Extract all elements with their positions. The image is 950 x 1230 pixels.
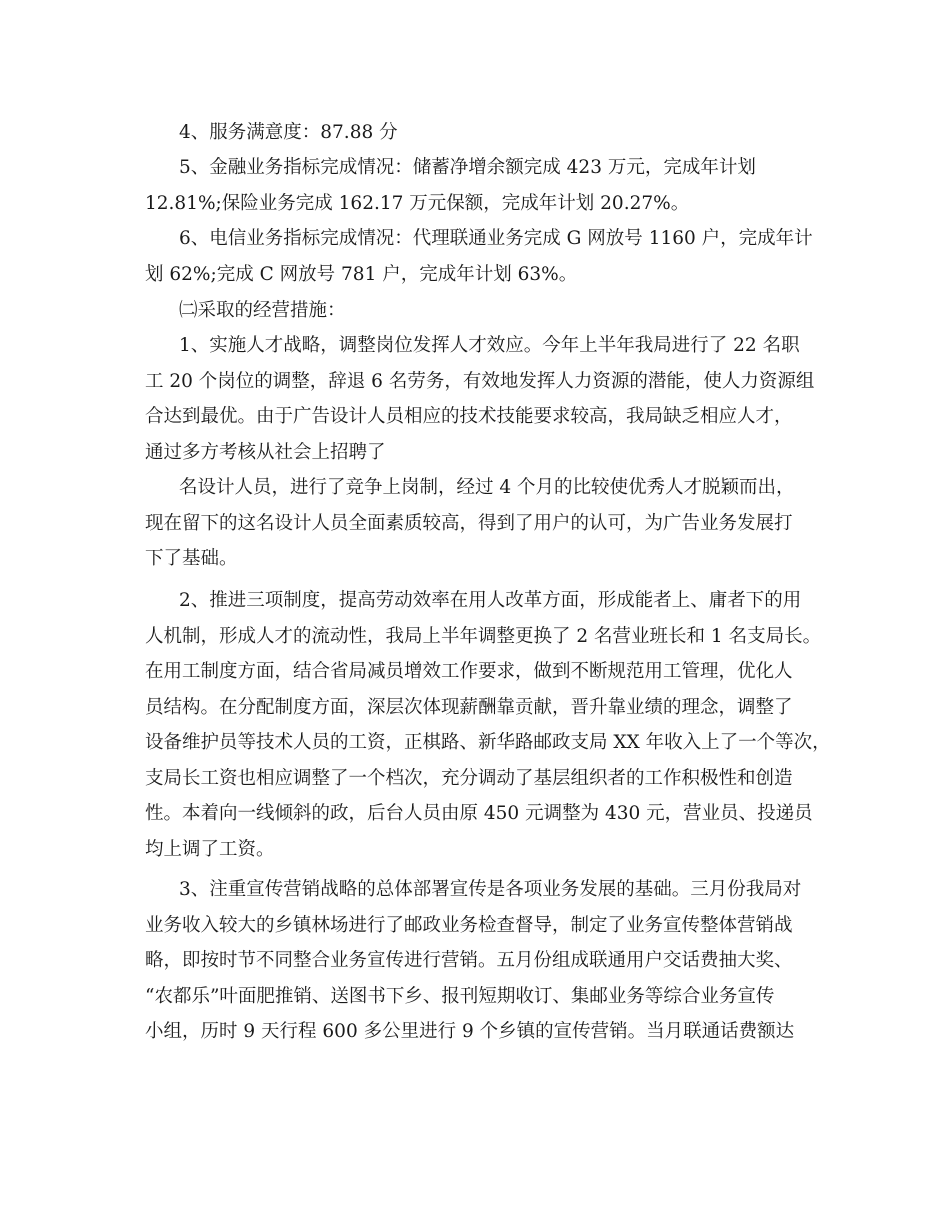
text-line-19: 支局长工资也相应调整了一个档次，充分调动了基层组织者的工作积极性和创造 [145,768,793,789]
text-line-13: 下了基础。 [145,548,238,569]
text-line-14: 2、推进三项制度，提高劳动效率在用人改革方面，形成能者上、庸者下的用 [179,590,802,611]
text-line-4: 6、电信业务指标完成情况：代理联通业务完成 G 网放号 1160 户，完成年计 [179,228,813,249]
text-line-7: 1、实施人才战略，调整岗位发挥人才效应。今年上半年我局进行了 22 名职 [179,335,800,356]
text-line-12: 现在留下的这名设计人员全面素质较高，得到了用户的认可，为广告业务发展打 [145,513,793,534]
text-line-17: 员结构。在分配制度方面，深层次体现薪酬靠贡献，晋升靠业绩的理念，调整了 [145,697,793,718]
text-line-3: 12.81%;保险业务完成 162.17 万元保额，完成年计划 20.27%。 [145,193,690,214]
text-line-25: “农都乐”叶面肥推销、送图书下乡、报刊短期收订、集邮业务等综合业务宣传 [145,986,775,1007]
text-line-15: 人机制，形成人才的流动性，我局上半年调整更换了 2 名营业班长和 1 名支局长。 [145,626,822,647]
text-line-18: 设备维护员等技术人员的工资，正棋路、新华路邮政支局 XX 年收入上了一个等次， [145,732,831,753]
text-line-26: 小组，历时 9 天行程 600 多公里进行 9 个乡镇的宣传营销。当月联通话费额达 [145,1021,795,1042]
text-line-8: 工 20 个岗位的调整，辞退 6 名劳务，有效地发挥人力资源的潜能，使人力资源组 [145,371,815,392]
text-line-9: 合达到最优。由于广告设计人员相应的技术技能要求较高，我局缺乏相应人才， [145,406,793,427]
text-line-24: 略，即按时节不同整合业务宣传进行营销。五月份组成联通用户交话费抽大奖、 [145,950,793,971]
text-line-16: 在用工制度方面，结合省局减员增效工作要求，做到不断规范用工管理，优化人 [145,661,793,682]
text-line-23: 业务收入较大的乡镇林场进行了邮政业务检查督导，制定了业务宣传整体营销战 [145,915,793,936]
text-line-2: 5、金融业务指标完成情况：储蓄净增余额完成 423 万元，完成年计划 [179,157,756,178]
text-line-20: 性。本着向一线倾斜的政，后台人员由原 450 元调整为 430 元，营业员、投递员 [145,803,813,824]
text-line-5: 划 62%;完成 C 网放号 781 户，完成年计划 63%。 [145,264,578,285]
text-line-10: 通过多方考核从社会上招聘了 [145,442,386,463]
section-heading: ㈡采取的经营措施： [179,300,346,321]
text-line-11: 名设计人员，进行了竞争上岗制，经过 4 个月的比较使优秀人才脱颖而出， [179,477,795,498]
text-line-21: 均上调了工资。 [145,839,275,860]
text-line-1: 4、服务满意度：87.88 分 [179,122,398,143]
text-line-22: 3、注重宣传营销战略的总体部署宣传是各项业务发展的基础。三月份我局对 [179,879,802,900]
